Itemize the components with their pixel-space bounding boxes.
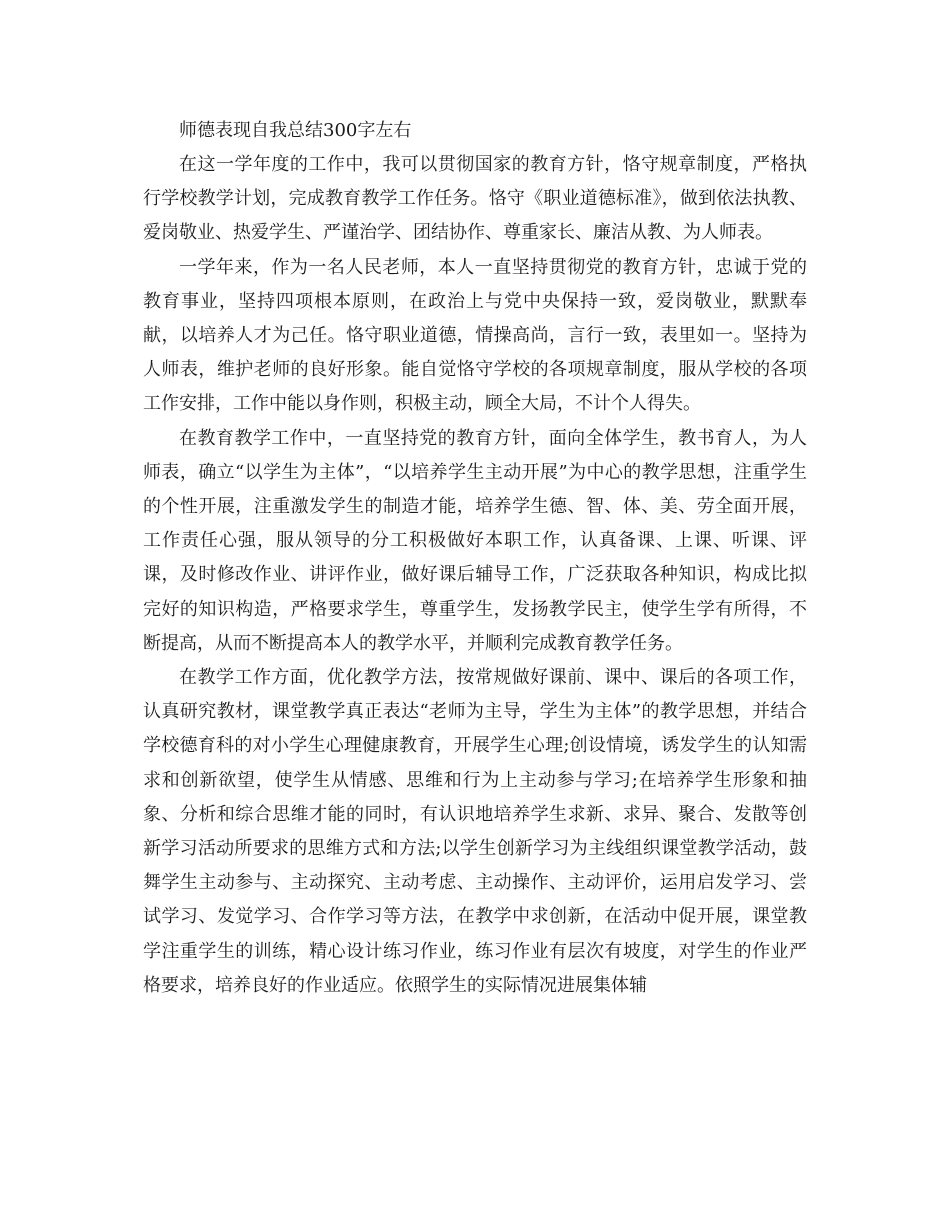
paragraph-1: 在这一学年度的工作中，我可以贯彻国家的教育方针，恪守规章制度，严格执行学校教学计划，完成教育教学工作任务。恪守《职业道德标准》，做到依法执教、爱岗敬业、热爱学生、严谨治学、团结协作、尊重家长、廉洁从教、为人师表。 <box>143 154 807 244</box>
paragraph-4: 在教学工作方面，优化教学方法，按常规做好课前、课中、课后的各项工作，认真研究教材，课堂教学真正表达“老师为主导，学生为主体”的教学思想，并结合学校德育科的对小学生心理健康教育，开展学生心理;创设情境，诱发学生的认知需求和创新欲望，使学生从情感、思维和行为上主动参与学习;在培养学生形象和抽象、分析和综合思维才能的同时，有认识地培养学生求新、求异、聚合、发散等创新学习活动所要求的思维方式和方法;以学生创新学习为主线组织课堂教学活动，鼓舞学生主动参与、主动探究、主动考虑、主动操作、主动评价，运用启发学习、尝试学习、发觉学习、合作学习等方法，在教学中求创新，在活动中促开展，课堂教学注重学生的训练，精心设计练习作业，练习作业有层次有坡度，对学生的作业严格要求，培养良好的作业适应。依照学生的实际情况进展集体辅 <box>143 667 807 996</box>
paragraph-3: 在教育教学工作中，一直坚持党的教育方针，面向全体学生，教书育人，为人师表，确立“以学生为主体”，“以培养学生主动开展”为中心的教学思想，注重学生的个性开展，注重激发学生的制造才能，培养学生德、智、体、美、劳全面开展，工作责任心强，服从领导的分工积极做好本职工作，认真备课、上课、听课、评课，及时修改作业、讲评作业，做好课后辅导工作，广泛获取各种知识，构成比拟完好的知识构造，严格要求学生，尊重学生，发扬教学民主，使学生学有所得，不断提高，从而不断提高本人的教学水平，并顺利完成教育教学任务。 <box>143 427 807 654</box>
paragraph-2: 一学年来，作为一名人民老师，本人一直坚持贯彻党的教育方针，忠诚于党的教育事业，坚持四项根本原则，在政治上与党中央保持一致，爱岗敬业，默默奉献，以培养人才为己任。恪守职业道德，情操高尚，言行一致，表里如一。坚持为人师表，维护老师的良好形象。能自觉恪守学校的各项规章制度，服从学校的各项工作安排，工作中能以身作则，积极主动，顾全大局，不计个人得失。 <box>143 256 807 415</box>
document-title: 师德表现自我总结300字左右 <box>179 120 412 141</box>
